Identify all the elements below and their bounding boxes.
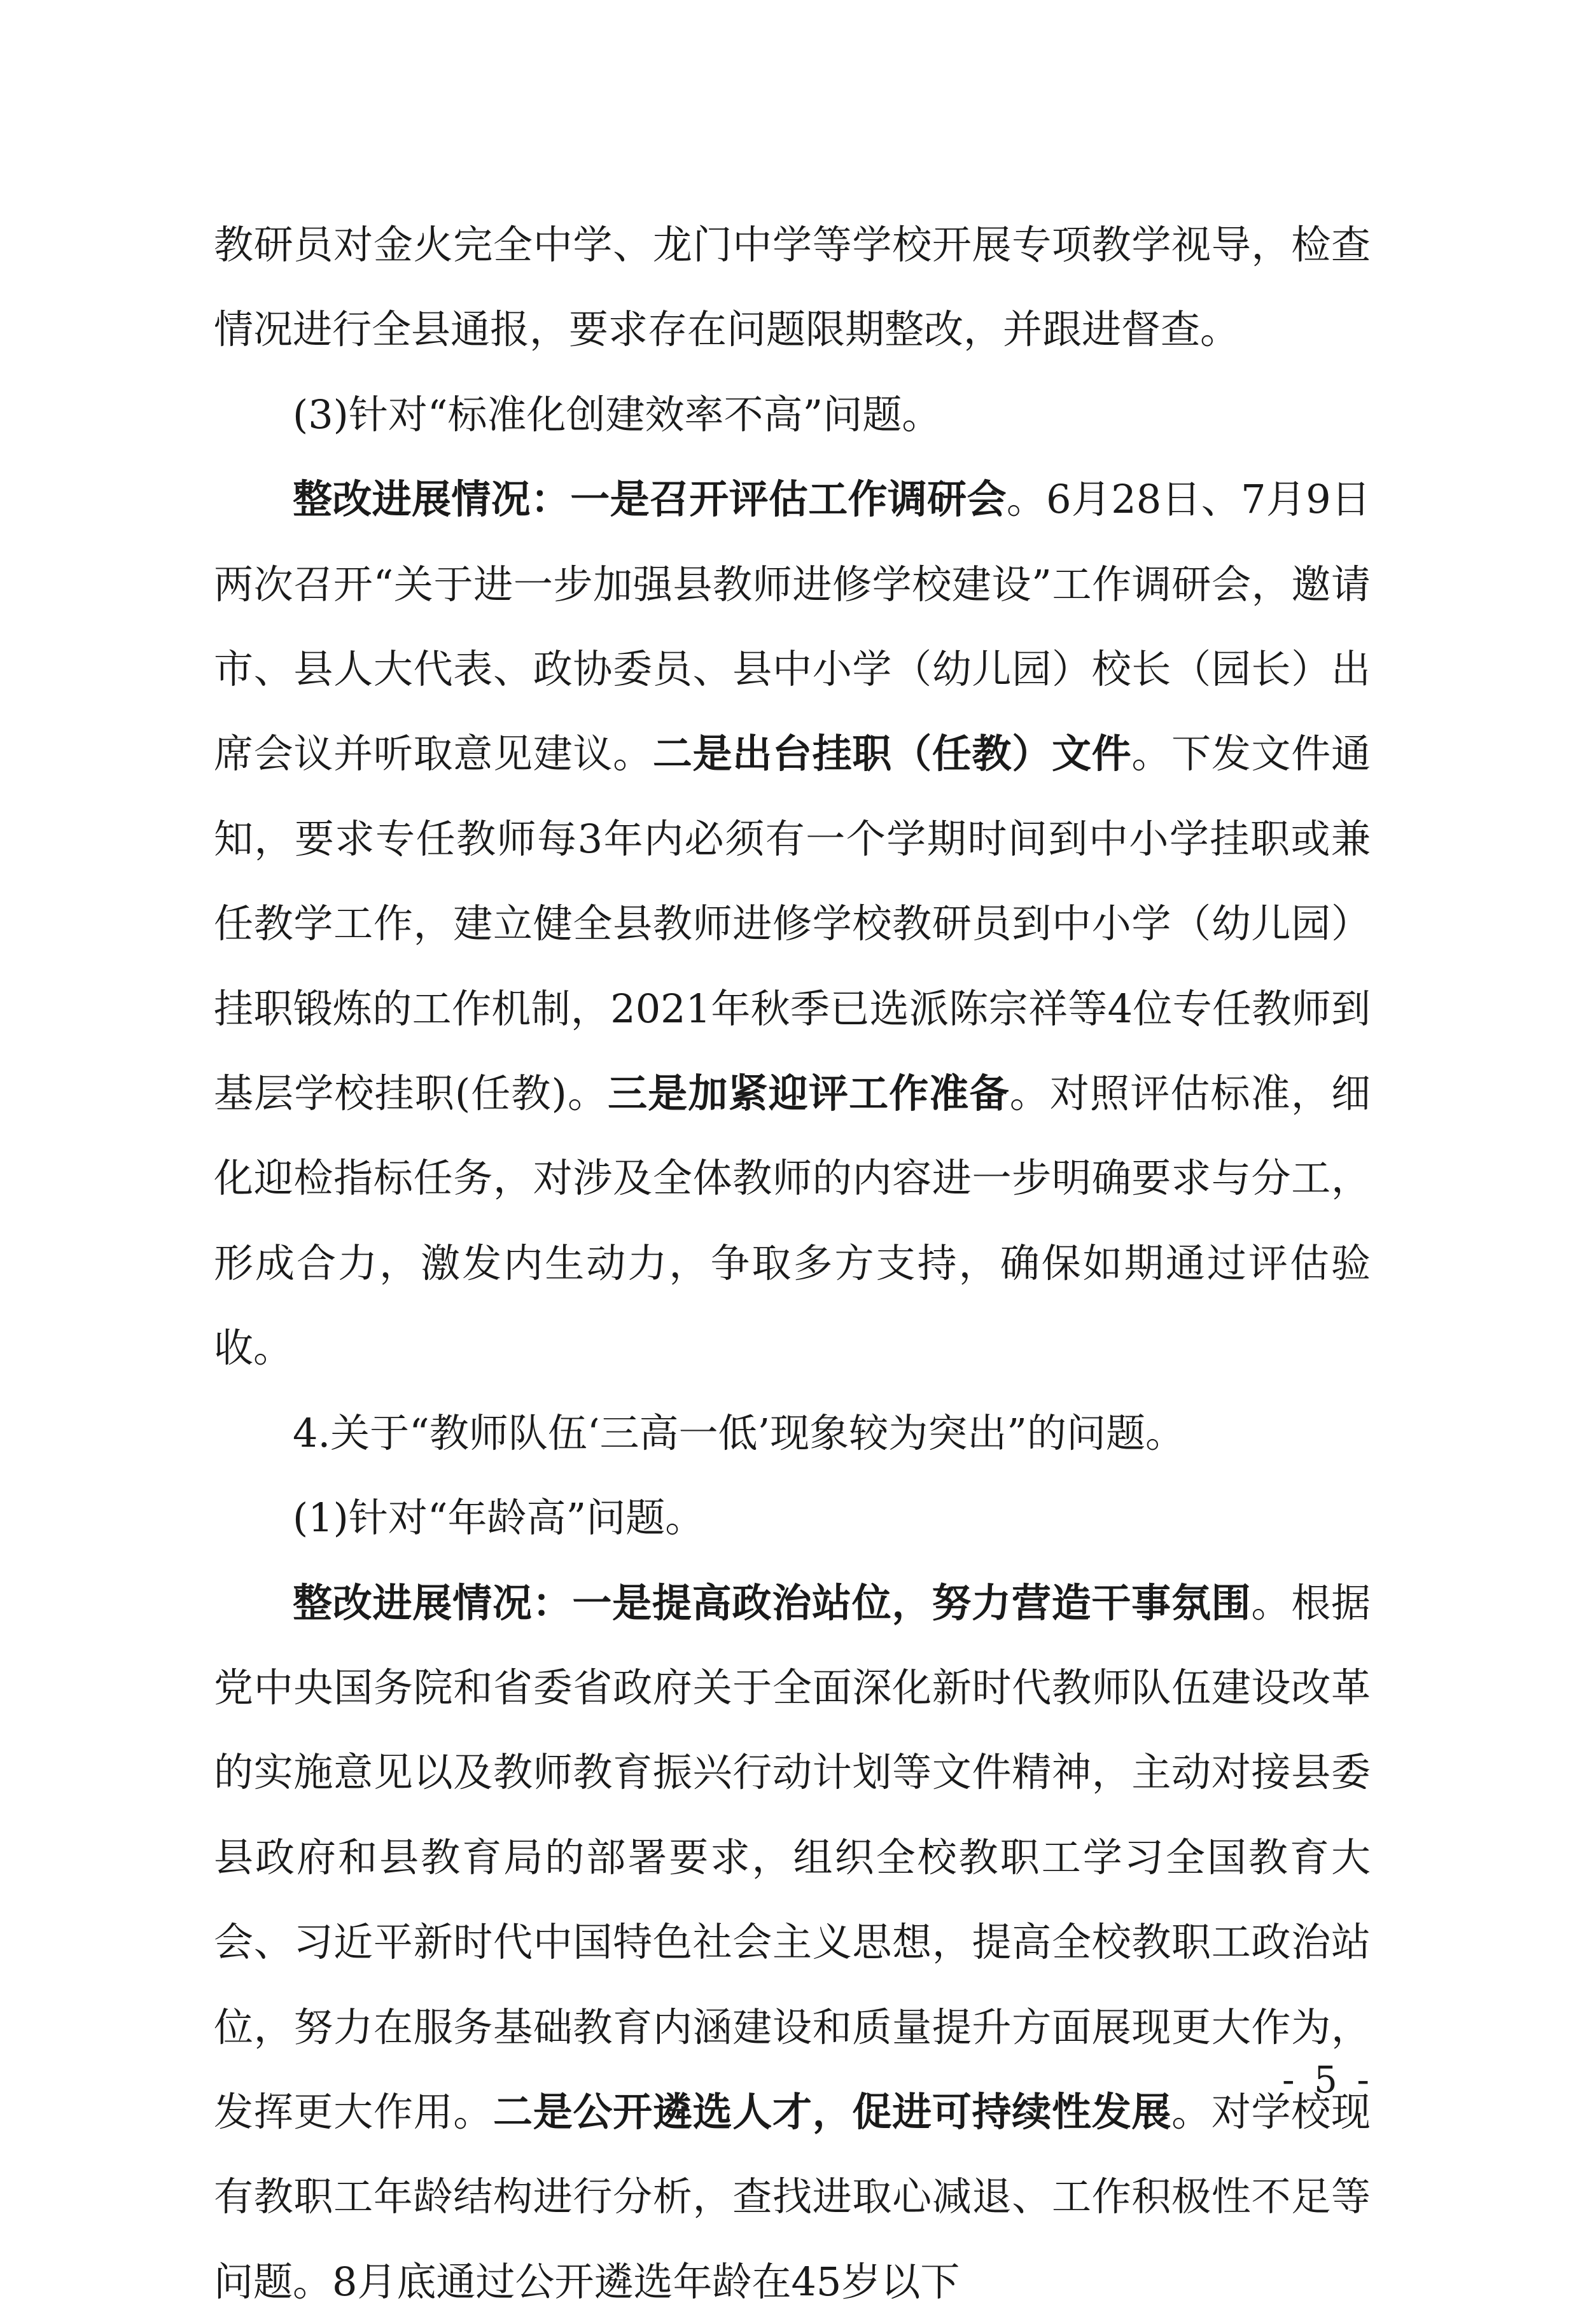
document-body <box>214 202 1371 2324</box>
measure-heading-2: 二是出台挂职（任教）文件 <box>653 730 1132 777</box>
paragraph-rectification-progress-1 <box>214 457 1371 1390</box>
section-heading-4: 4.关于“教师队伍‘三高一低’现象较为突出”的问题。 <box>214 1391 1371 1475</box>
progress-lead: 整改进展情况： <box>293 476 570 522</box>
measure-text-1: 。6月28日、7月9日两次召开“关于进一步加强县教师进修学校建设”工作调研会，邀请市、县人大代表、政协委员、县中小学（幼儿园）校长（园长）出席会议并听取意见建议。 <box>214 476 1371 777</box>
measure-text-1: 。根据党中央国务院和省委省政府关于全面深化新时代教师队伍建设改革的实施意见以及教师教育振兴行动计划等文件精神，主动对接县委县政府和县教育局的部署要求，组织全校教职工学习全国教育大会、习近平新时代中国特色社会主义思想，提高全校教职工政治站位，努力在服务基础教育内涵建设和质量提升方面展现更大作为，发挥更大作用。 <box>214 1580 1371 2135</box>
measure-text-3: 。对照评估标准，细化迎检指标任务，对涉及全体教师的内容进一步明确要求与分工，形成合力，激发内生动力，争取多方支持，确保如期通过评估验收。 <box>214 1070 1371 1371</box>
paragraph-rectification-progress-2 <box>214 1561 1371 2324</box>
measure-heading-1: 一是提高政治站位，努力营造干事氛围 <box>572 1580 1251 1626</box>
measure-text-2: 。下发文件通知，要求专任教师每3年内必须有一个学期时间到中小学挂职或兼任教学工作，建立健全县教师进修学校教研员到中小学（幼儿园）挂职锻炼的工作机制，2021年秋季已选派陈宗祥等4位专任教师到基层学校挂职(任教)。 <box>214 730 1371 1117</box>
measure-heading-1: 一是召开评估工作调研会 <box>570 476 1007 522</box>
page-number: - 5 - <box>1282 2058 1373 2101</box>
measure-text-2: 。对学校现有教职工年龄结构进行分析，查找进取心减退、工作积极性不足等问题。8月底通过公开遴选年龄在45岁以下 <box>214 2089 1371 2305</box>
subsection-heading-1: (1)针对“年龄高”问题。 <box>214 1475 1371 1560</box>
measure-heading-3: 三是加紧迎评工作准备 <box>608 1070 1010 1117</box>
measure-heading-2: 二是公开遴选人才，促进可持续性发展 <box>493 2089 1171 2135</box>
subsection-heading-3: (3)针对“标准化创建效率不高”问题。 <box>214 372 1371 457</box>
progress-lead: 整改进展情况： <box>293 1580 572 1626</box>
paragraph-continuation: 教研员对金火完全中学、龙门中学等学校开展专项教学视导，检查情况进行全县通报，要求存在问题限期整改，并跟进督查。 <box>214 202 1371 372</box>
